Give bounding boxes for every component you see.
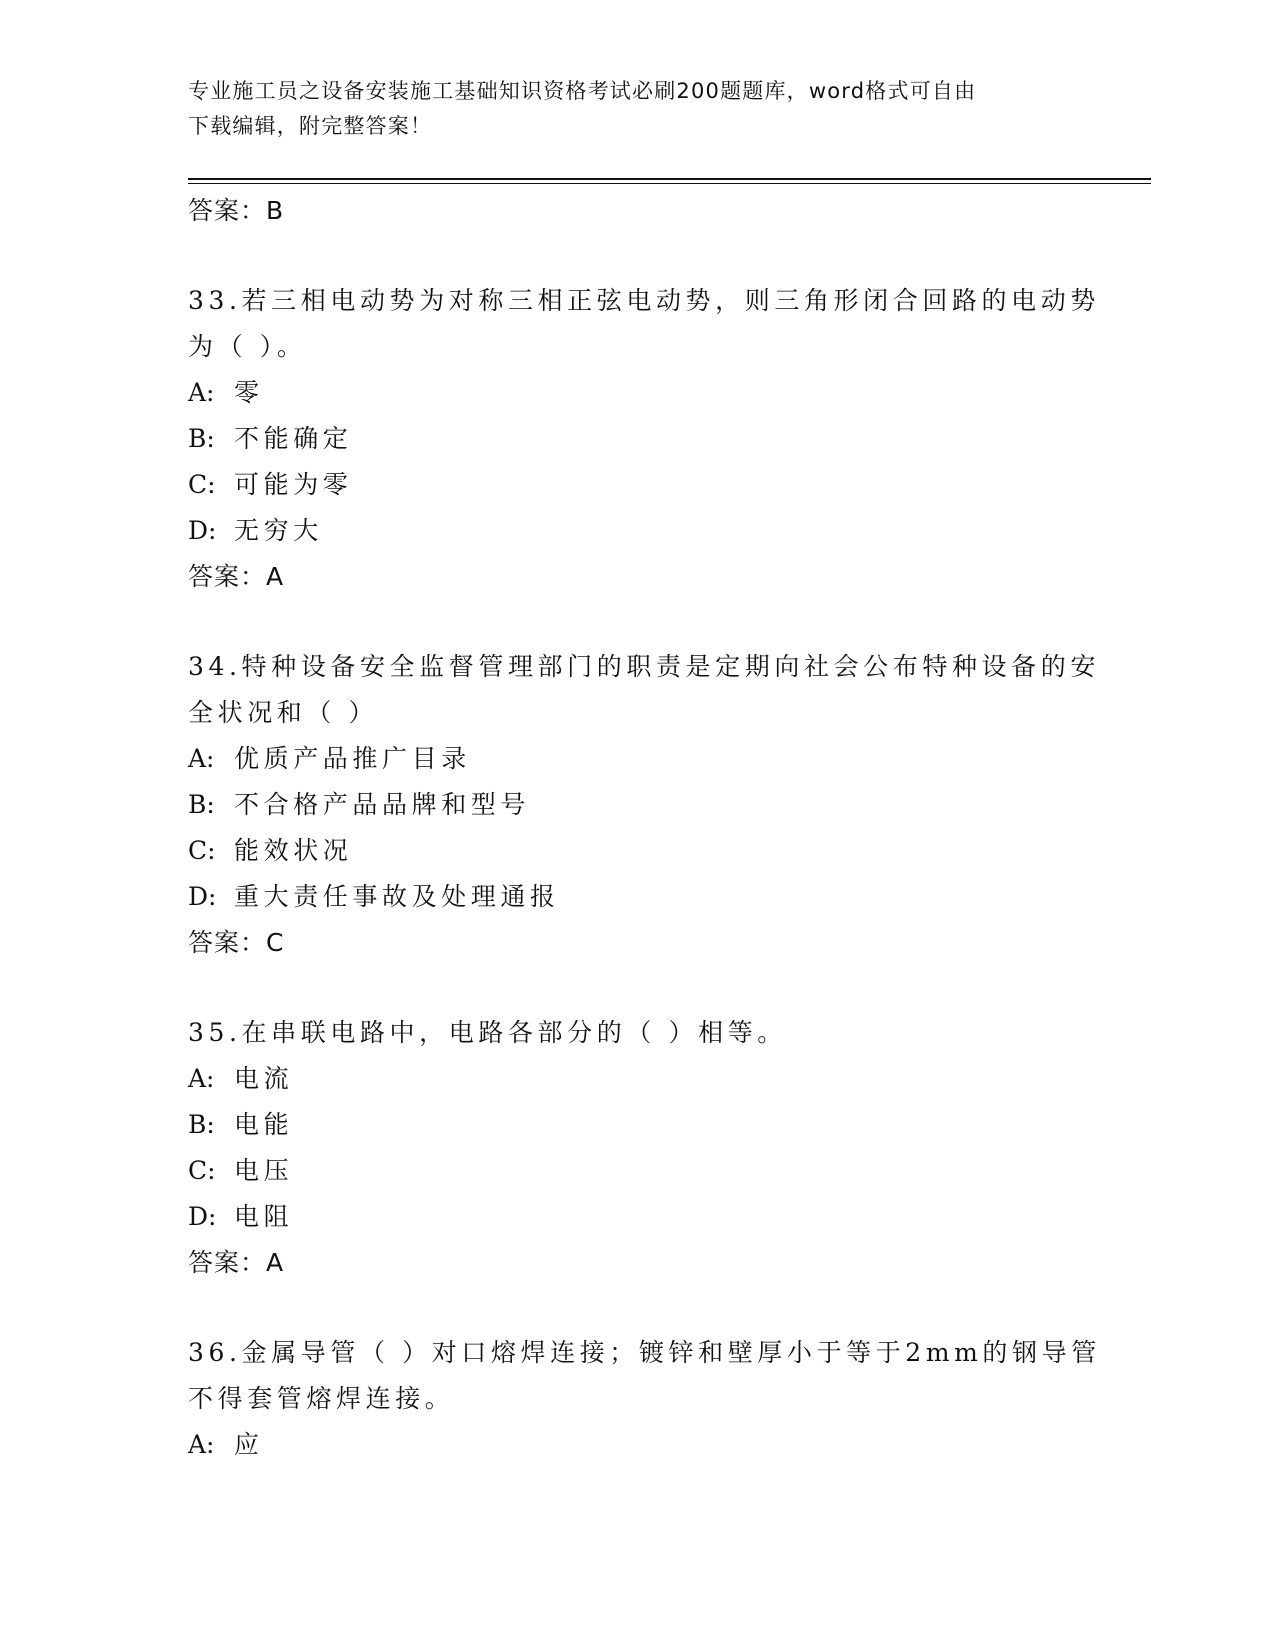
option-text: 可能为零: [234, 470, 353, 499]
question-block-35: [188, 1010, 1088, 1286]
option-text: 电阻: [234, 1202, 294, 1231]
option-text: 电压: [234, 1156, 294, 1185]
answer-35: 答案：A: [188, 1248, 285, 1277]
question-block-34: [188, 644, 1100, 966]
question-text-line: 全状况和（ ）: [188, 698, 379, 727]
option-text: 重大责任事故及处理通报: [234, 882, 560, 911]
option-letter: D:: [188, 1202, 217, 1231]
option-text: 优质产品推广目录: [234, 744, 471, 773]
header-line-1: 专业施工员之设备安装施工基础知识资格考试必刷200题题库，word格式可自由: [188, 79, 977, 103]
question-block-36: [188, 1330, 1101, 1468]
question-text-line: 35.在串联电路中，电路各部分的（ ）相等。: [188, 1018, 787, 1047]
header-rule-thin: [188, 183, 1151, 184]
option-letter: D:: [188, 516, 217, 545]
option-text: 电能: [234, 1110, 294, 1139]
question-text-line: 不得套管熔焊连接。: [188, 1384, 455, 1413]
option-b: [188, 782, 1088, 828]
option-letter: A:: [188, 1064, 215, 1093]
option-b: [188, 1102, 1088, 1148]
option-text: 无穷大: [234, 516, 323, 545]
answer-34: 答案：C: [188, 928, 285, 957]
option-text: 电流: [234, 1064, 294, 1093]
option-letter: B:: [188, 1110, 215, 1139]
option-letter: D:: [188, 882, 217, 911]
header-line-2: 下载编辑，附完整答案！: [188, 114, 433, 138]
option-d: [188, 874, 1088, 920]
question-text-line: 为（ ）。: [188, 332, 307, 361]
option-letter: A:: [188, 1430, 215, 1459]
option-letter: A:: [188, 744, 215, 773]
document-header: [188, 74, 1088, 144]
option-b: [188, 416, 1088, 462]
option-text: 零: [234, 378, 264, 407]
header-rule-thick: [188, 178, 1151, 180]
option-text: 不合格产品品牌和型号: [234, 790, 531, 819]
option-letter: C:: [188, 1156, 216, 1185]
option-letter: B:: [188, 790, 215, 819]
option-a: [188, 1056, 1088, 1102]
option-a: [188, 370, 1088, 416]
answer-previous: 答案：B: [188, 196, 285, 225]
option-letter: C:: [188, 470, 216, 499]
option-letter: C:: [188, 836, 216, 865]
option-letter: A:: [188, 378, 215, 407]
option-text: 不能确定: [234, 424, 353, 453]
question-text-line: 36.金属导管（ ）对口熔焊连接；镀锌和壁厚小于等于2mm的钢导管: [188, 1338, 1101, 1367]
question-text-line: 33.若三相电动势为对称三相正弦电动势，则三角形闭合回路的电动势: [188, 286, 1100, 315]
question-block-33: [188, 278, 1100, 600]
option-letter: B:: [188, 424, 215, 453]
option-text: 能效状况: [234, 836, 353, 865]
option-c: [188, 828, 1088, 874]
option-a: [188, 1422, 1088, 1468]
option-c: [188, 462, 1088, 508]
question-text-line: 34.特种设备安全监督管理部门的职责是定期向社会公布特种设备的安: [188, 652, 1100, 681]
option-text: 应: [234, 1430, 264, 1459]
option-d: [188, 508, 1088, 554]
answer-33: 答案：A: [188, 562, 285, 591]
option-d: [188, 1194, 1088, 1240]
option-c: [188, 1148, 1088, 1194]
option-a: [188, 736, 1088, 782]
question-list: [188, 188, 1101, 1512]
